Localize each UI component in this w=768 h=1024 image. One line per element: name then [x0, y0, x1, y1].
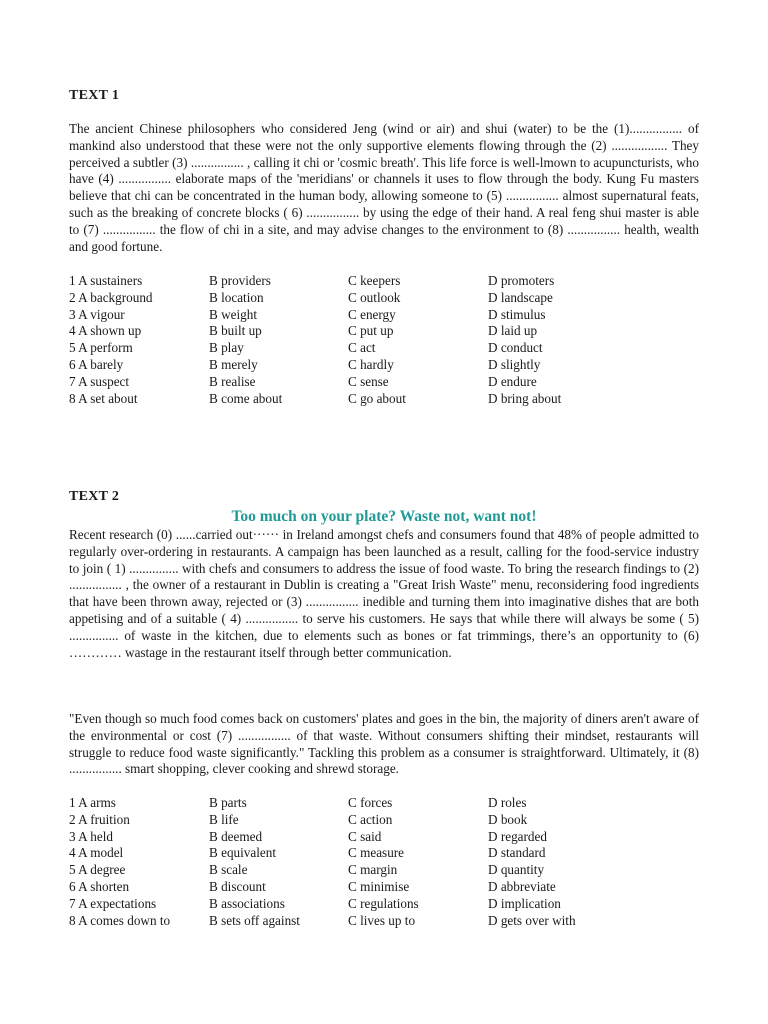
option-c: C forces [348, 795, 393, 810]
option-row-1 [69, 795, 699, 812]
option-c: C keepers [348, 273, 401, 288]
option-c: C measure [348, 845, 405, 861]
option-b: B merely [209, 356, 258, 372]
option-d: D promoters [488, 273, 555, 288]
option-c: C energy [348, 306, 396, 322]
option-a: 5 A degree [69, 862, 126, 878]
option-b: B scale [209, 862, 248, 878]
option-row-3 [69, 307, 699, 324]
text1-options-list [69, 273, 699, 407]
option-b: B associations [209, 895, 285, 911]
option-c: C hardly [348, 356, 394, 372]
text1-paragraph: The ancient Chinese philosophers who considered Jeng (wind or air) and shui (water) to be the (1)................ of mankind also understood that these were not the only supportive elements flowing through the (2) ................. They perceived a subtler (3) ................ , calling it chi or 'cosmic breath'. This life force is well-lmown to acupuncturists, who have (4) ................ elaborate maps of the 'meridians' or channels it uses to flow through the body. Kung Fu masters believe that chi can be concentrated in the human body, allowing someone to (5) ................ almost supernatural feats, such as the breaking of concrete blocks ( 6) ................ by using the edge of their hand. A real feng shui master is able to (7) ................ the flow of chi in a site, and may advise changes to the environment to (8) ................ health, wealth and good fortune. [69, 121, 699, 254]
option-d: D stimulus [488, 306, 546, 322]
option-a: 2 A background [69, 289, 153, 305]
option-a: 7 A suspect [69, 373, 130, 389]
option-d: D bring about [488, 390, 562, 406]
text2-heading: TEXT 2 [69, 489, 120, 504]
option-d: D standard [488, 845, 546, 861]
option-d: D roles [488, 795, 527, 810]
option-b: B life [209, 811, 239, 827]
option-row-2 [69, 812, 699, 829]
option-a: 1 A sustainers [69, 273, 143, 288]
option-c: C lives up to [348, 912, 416, 928]
option-d: D landscape [488, 289, 553, 305]
option-row-5 [69, 862, 699, 879]
option-d: D conduct [488, 340, 543, 356]
option-d: D regarded [488, 828, 547, 844]
option-c: C sense [348, 373, 389, 389]
option-b: B parts [209, 795, 247, 810]
option-c: C regulations [348, 895, 419, 911]
option-d: D abbreviate [488, 878, 556, 894]
option-b: B play [209, 340, 244, 356]
option-row-7 [69, 896, 699, 913]
option-a: 4 A shown up [69, 323, 142, 339]
option-b: B come about [209, 390, 283, 406]
text1-heading: TEXT 1 [69, 88, 120, 103]
option-row-3 [69, 829, 699, 846]
option-c: C act [348, 340, 376, 356]
option-a: 6 A barely [69, 356, 124, 372]
option-a: 1 A arms [69, 795, 116, 810]
option-a: 6 A shorten [69, 878, 130, 894]
option-row-6 [69, 879, 699, 896]
option-b: B realise [209, 373, 256, 389]
option-c: C outlook [348, 289, 401, 305]
option-a: 8 A comes down to [69, 912, 171, 928]
text2-title: Too much on your plate? Waste not, want not! [231, 508, 537, 525]
option-c: C go about [348, 390, 406, 406]
option-d: D gets over with [488, 912, 576, 928]
option-b: B equivalent [209, 845, 277, 861]
option-b: B deemed [209, 828, 263, 844]
option-a: 7 A expectations [69, 895, 157, 911]
option-d: D slightly [488, 356, 541, 372]
option-row-4 [69, 323, 699, 340]
option-a: 2 A fruition [69, 811, 130, 827]
option-b: B sets off against [209, 912, 300, 928]
option-row-8 [69, 391, 699, 408]
option-d: D laid up [488, 323, 538, 339]
text2-paragraph-1: Recent research (0) ......carried out······ in Ireland amongst chefs and consumers found that 48% of people admitted to regularly over-ordering in restaurants. A campaign has been launched as a result, calling for the food-service industry to join ( 1) ............... with chefs and consumers to address the issue of food waste. To bring the research findings to (2) ................ , the owner of a restaurant in Dublin is creating a "Great Irish Waste" menu, reconsidering food ingredients that have been thrown away, rejected or (3) ................ inedible and turning them into imaginative dishes that are both appetising and of a suitable ( 4) ................ to serve his customers. He says that while there will always be some ( 5) ............... of waste in the kitchen, due to elements such as bones or fat trimmings, there’s an opportunity to (6) ………… wastage in the restaurant itself through better communication. [69, 527, 699, 660]
option-row-6 [69, 357, 699, 374]
option-a: 5 A perform [69, 340, 133, 356]
option-c: C action [348, 811, 393, 827]
option-c: C put up [348, 323, 394, 339]
option-a: 8 A set about [69, 390, 138, 406]
option-b: B providers [209, 273, 271, 288]
option-row-4 [69, 845, 699, 862]
option-row-2 [69, 290, 699, 307]
option-c: C minimise [348, 878, 410, 894]
option-c: C margin [348, 862, 398, 878]
option-b: B built up [209, 323, 262, 339]
option-row-5 [69, 340, 699, 357]
option-b: B discount [209, 878, 266, 894]
option-c: C said [348, 828, 382, 844]
option-d: D endure [488, 373, 537, 389]
option-row-7 [69, 374, 699, 391]
option-d: D quantity [488, 862, 545, 878]
option-row-8 [69, 913, 699, 930]
option-a: 4 A model [69, 845, 124, 861]
option-a: 3 A held [69, 828, 113, 844]
option-d: D implication [488, 895, 561, 911]
option-row-1 [69, 273, 699, 290]
option-b: B weight [209, 306, 257, 322]
text2-options-list [69, 795, 699, 929]
option-d: D book [488, 811, 528, 827]
option-a: 3 A vigour [69, 306, 125, 322]
text2-paragraph-2: "Even though so much food comes back on customers' plates and goes in the bin, the majority of diners aren't aware of the environmental or cost (7) ................ of that waste. Without consumers shifting their mindset, restaurants will struggle to reduce food waste significantly." Tackling this problem as a consumer is straightforward. Ultimately, it (8) ................ smart shopping, clever cooking and shrewd storage. [69, 711, 699, 777]
option-b: B location [209, 289, 264, 305]
